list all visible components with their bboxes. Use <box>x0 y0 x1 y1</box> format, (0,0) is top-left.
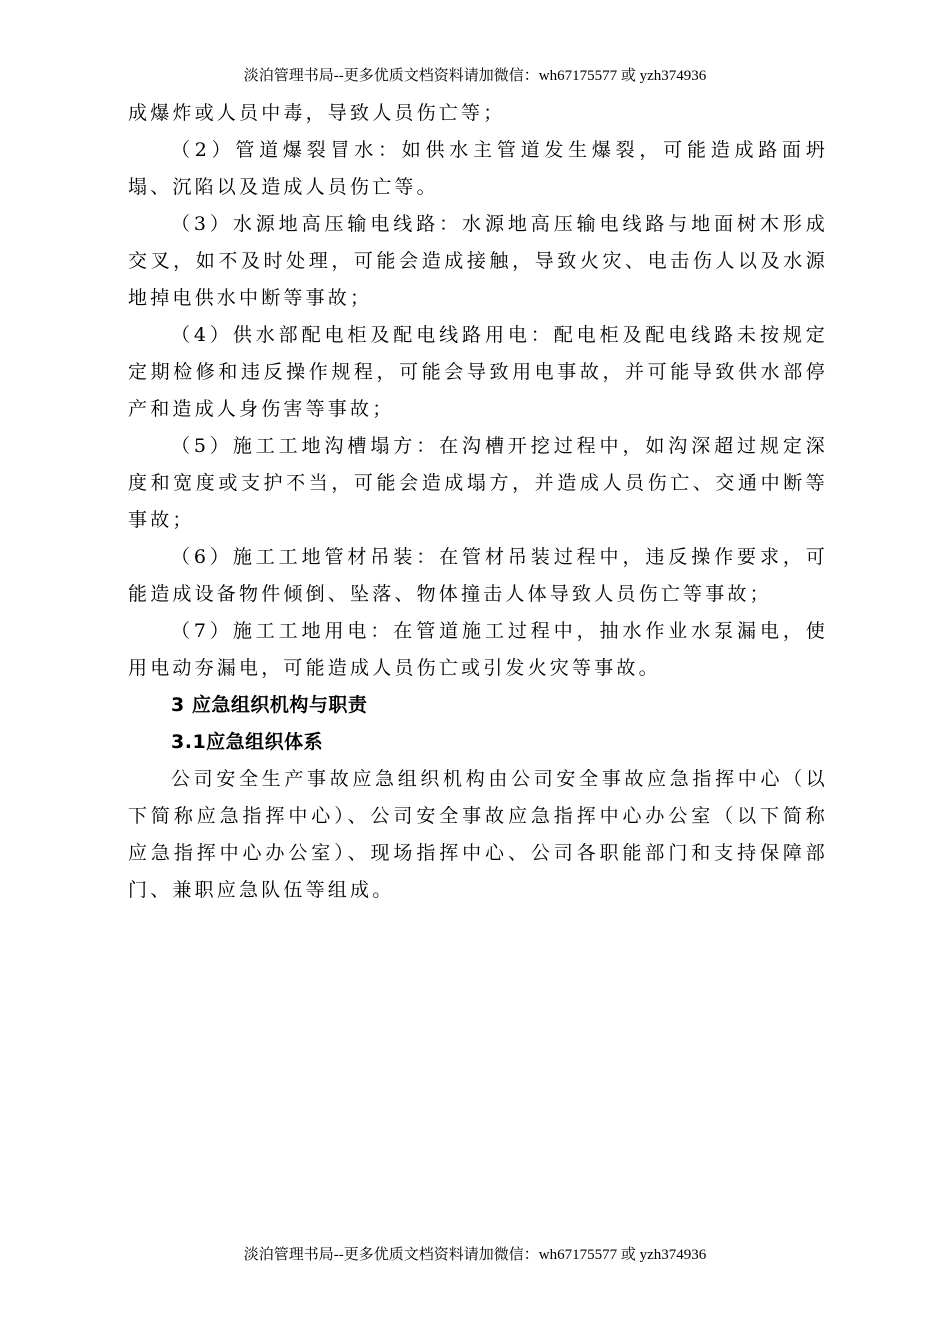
document-body <box>128 95 828 909</box>
paragraph-pipe-hoisting: （6）施工工地管材吊装：在管材吊装过程中，违反操作要求，可能造成设备物件倾倒、坠落、物体撞击人体导致人员伤亡等事故； <box>128 546 828 605</box>
paragraph-organization: 公司安全生产事故应急组织机构由公司安全事故应急指挥中心（以下简称应急指挥中心）、公司安全事故应急指挥中心办公室（以下简称应急指挥中心办公室）、现场指挥中心、公司各职能部门和支持保障部门、兼职应急队伍等组成。 <box>128 768 828 901</box>
paragraph-power-line: （3）水源地高压输电线路：水源地高压输电线路与地面树木形成交叉，如不及时处理，可能会造成接触，导致火灾、电击伤人以及水源地掉电供水中断等事故； <box>128 213 828 309</box>
page-header: 淡泊管理书局--更多优质文档资料请加微信：wh67175577 或 yzh374936 <box>243 68 707 84</box>
paragraph-trench-collapse: （5）施工工地沟槽塌方：在沟槽开挖过程中，如沟深超过规定深度和宽度或支护不当，可能会造成塌方，并造成人员伤亡、交通中断等事故； <box>128 435 828 531</box>
section-heading: 3 应急组织机构与职责 <box>171 694 368 716</box>
paragraph-distribution-cabinet: （4）供水部配电柜及配电线路用电：配电柜及配电线路未按规定定期检修和违反操作规程，可能会导致用电事故，并可能导致供水部停产和造成人身伤害等事故； <box>128 324 828 420</box>
page-footer: 淡泊管理书局--更多优质文档资料请加微信：wh67175577 或 yzh374936 <box>243 1247 707 1263</box>
subsection-heading: 3.1应急组织体系 <box>171 731 324 753</box>
paragraph-continuation: 成爆炸或人员中毒，导致人员伤亡等； <box>128 102 506 124</box>
paragraph-pipe-burst: （2）管道爆裂冒水：如供水主管道发生爆裂，可能造成路面坍塌、沉陷以及造成人员伤亡等。 <box>128 139 828 198</box>
paragraph-site-electricity: （7）施工工地用电：在管道施工过程中，抽水作业水泵漏电，使用电动夯漏电，可能造成人员伤亡或引发火灾等事故。 <box>128 620 828 679</box>
